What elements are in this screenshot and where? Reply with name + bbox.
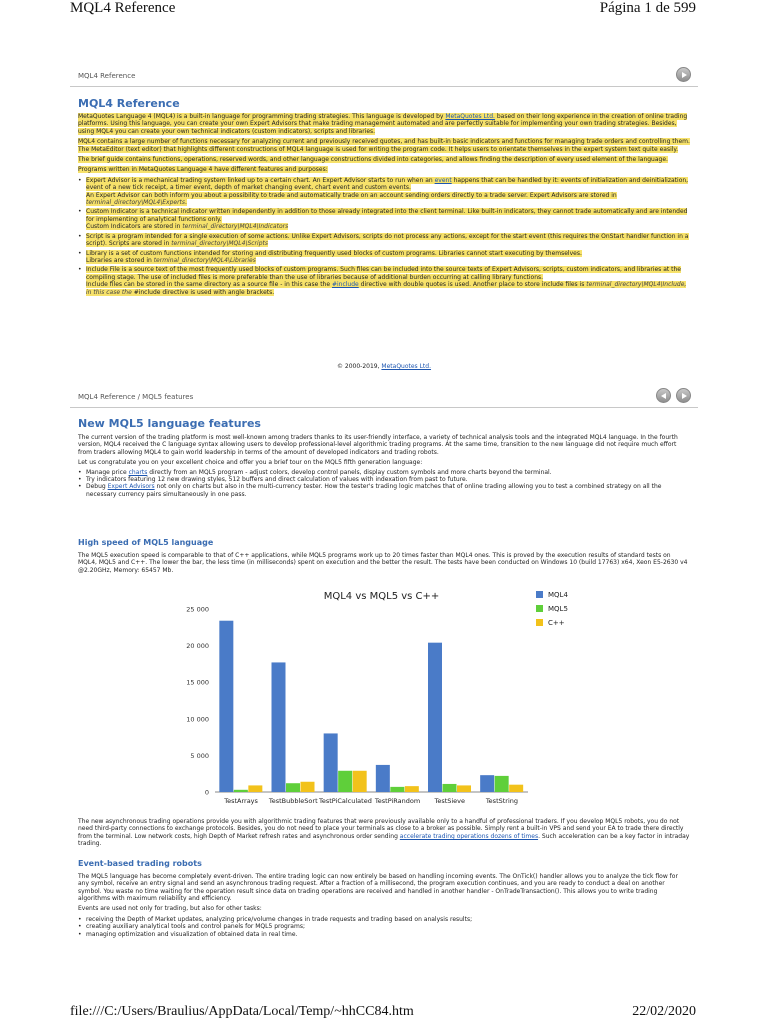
legend-swatch xyxy=(536,619,543,626)
intro-paragraph-2: MQL4 contains a large number of functions necessary for analyzing current and previously received quotes, and has built-in basic indicators and functions for managing trade orders and controlling them. The MetaEditor (text editor) that highlights different constructions of MQL4 language is used for writing the program code. It helps users to orientate themselves in the expert system text quite easily. xyxy=(78,138,690,153)
bar xyxy=(324,733,338,792)
list-item: • Debug Expert Advisors not only on charts but also in the multi-currency tester. How the tester's trading logic matches that of online trading allowing you to test a combined strategy on all the necessary currency pairs simultaneously in one pass. xyxy=(78,483,690,498)
x-tick-label: TestString xyxy=(485,797,519,805)
heading-high-speed: High speed of MQL5 language xyxy=(78,538,214,547)
x-tick-label: TestPiRandom xyxy=(374,797,421,805)
legend-label: MQL4 xyxy=(548,591,568,599)
section-title: New MQL5 language features xyxy=(78,417,261,430)
x-tick-label: TestBubbleSort xyxy=(268,797,318,805)
list-item: • creating auxiliary analytical tools and control panels for MQL5 programs; xyxy=(78,923,690,930)
bar xyxy=(219,621,233,792)
list-item: • Include File is a source text of the most frequently used blocks of custom programs. Such files can be included into the source texts of Expert Advisors, scripts, custom indicators, and libraries at the compiling stage. The use of included files is more preferable than the use of libraries because of additional burden occurring at calling library functions. Include files can be stored in the same directory as a source file - in this case the #include directive with double quotes is used. Another place to store include files is terminal_directory\MQL4\Include, in this case the #include directive is used with angle brackets. xyxy=(78,266,690,296)
bar xyxy=(272,662,286,792)
program-types-list xyxy=(78,177,690,296)
bar xyxy=(286,783,300,792)
include-link[interactable]: #include xyxy=(331,281,359,289)
y-tick-label: 25 000 xyxy=(186,605,209,614)
y-tick-label: 5 000 xyxy=(190,751,209,760)
bar xyxy=(509,785,523,792)
legend-label: MQL5 xyxy=(548,605,568,613)
breadcrumb-text: MQL4 Reference xyxy=(78,72,136,80)
chart-title: MQL4 vs MQL5 vs C++ xyxy=(323,591,440,602)
accelerate-trading-link[interactable]: accelerate trading operations dozens of times xyxy=(399,832,539,840)
paragraph: Let us congratulate you on your excellent choice and offer you a brief tour on the MQL5 fifth generation language: xyxy=(78,459,423,467)
print-header xyxy=(0,0,768,22)
heading-event-based: Event-based trading robots xyxy=(78,859,202,868)
paragraph: Events are used not only for trading, but also for other tasks: xyxy=(78,905,262,912)
print-title: MQL4 Reference xyxy=(70,0,176,16)
y-tick-label: 15 000 xyxy=(186,678,209,687)
paragraph: The new asynchronous trading operations provide you with algorithmic trading features that were previously available only to a handful of professional traders. If you develop MQL5 robots, you do not need third-party connections to exchange protocols. Besides, you do not need to place your terminals as close to a broker as possible. Simply rent a built-in VPS and send your EA to trade there directly from the terminal. Low network costs, high Depth of Market refresh rates and asynchronous order sending accelerate trading operations dozens of times. Such acceleration can be a key factor in intraday trading. xyxy=(78,818,690,848)
intro-paragraph-3: The brief guide contains functions, operations, reserved words, and other language constructions divided into categories, and allows finding the description of every used element of the language. xyxy=(78,156,668,164)
legend-label: C++ xyxy=(548,619,565,627)
bar xyxy=(353,771,367,792)
bar xyxy=(457,785,471,792)
breadcrumb xyxy=(70,64,698,87)
bar xyxy=(301,782,315,792)
breadcrumb-text: MQL4 Reference / MQL5 features xyxy=(78,393,194,401)
y-tick-label: 10 000 xyxy=(186,715,209,724)
bar xyxy=(443,784,457,792)
bar xyxy=(428,643,442,792)
bar xyxy=(376,765,390,792)
bar xyxy=(248,785,262,792)
bar xyxy=(390,787,404,792)
performance-chart xyxy=(78,583,690,823)
features-list xyxy=(78,469,690,499)
copyright: © 2000-2019, MetaQuotes Ltd. xyxy=(336,363,432,370)
topic-mql5-features xyxy=(70,385,698,965)
bar xyxy=(338,771,352,792)
event-link[interactable]: event xyxy=(434,176,452,184)
y-tick-label: 0 xyxy=(204,788,209,797)
paragraph: The MQL5 language has become completely event-driven. The entire trading logic can now entirely be based on handling incoming events. The OnTick() handler allows you to analyze the tick flow for any symbol, receive an entry signal and send an asynchronous trading request. After a fraction of a millisecond, the program execution continues, and you are ready to conduct a deal on another symbol. You waste no time waiting for the operation result since data on trading operations are received and handled in another handler - OnTradeTransaction(). This allows you to write trading algorithms with maximum reliability and efficiency. xyxy=(78,873,678,903)
print-date: 22/02/2020 xyxy=(632,1004,696,1019)
paragraph: The current version of the trading platform is most well-known among traders thanks to its user-friendly interface, a variety of technical analysis tools and the integrated MQL4 language. In the fourth version, MQL4 received the C language syntax allowing users to develop professional-level algorithmic trading programs. At the same time, transition to the new language did not require much effort from traders allowing MQL4 to gain world leadership in terms of the amount of developed indicators and trading robots. xyxy=(78,434,678,456)
file-path: file:///C:/Users/Braulius/AppData/Local/Temp/~hhCC84.htm xyxy=(70,1004,414,1019)
list-item: • Script is a program intended for a single execution of some actions. Unlike Expert Advisors, scripts do not process any actions, except for the start event (this requires the OnStart handler function in a script). Scripts are stored in terminal_directory\MQL4\Scripts xyxy=(78,233,690,248)
intro-paragraph-4: Programs written in MetaQuotes Language 4 have different features and purposes: xyxy=(78,166,328,174)
intro-paragraph-1: MetaQuotes Language 4 (MQL4) is a built-in language for programming trading strategies. This language is developed by MetaQuotes Ltd. based on their long experience in the creation of online trading platforms. Using this language, you can create your own Expert Advisors that make trading management automated and are perfectly suitable for implementing your own trading strategies. Besides, using MQL4 you can create your own technical indicators (custom indicators), scripts and libraries. xyxy=(78,113,688,135)
intro-text xyxy=(78,113,690,296)
expert-advisors-link[interactable]: Expert Advisors xyxy=(107,483,155,491)
events-list xyxy=(78,916,690,938)
list-item: • managing optimization and visualization of obtained data in real time. xyxy=(78,931,690,938)
list-item: • Library is a set of custom functions intended for storing and distributing frequently used blocks of custom programs. Libraries cannot start executing by themselves. Libraries are stored in terminal_directory\MQL4\Libraries xyxy=(78,250,690,265)
legend-swatch xyxy=(536,591,543,598)
previous-page-icon[interactable] xyxy=(656,388,671,403)
paragraph: The MQL5 execution speed is comparable to that of C++ applications, while MQL5 programs work up to 20 times faster than MQL4 ones. This is proved by the execution results of standard tests on MQL4, MQL5 and C++. The lower the bar, the less time (in milliseconds) spent on execution and the better the result. The tests have been conducted on Windows 10 (build 17763) x64, Xeon E5-2630 v4 @2.20GHz, Memory: 65457 Mb. xyxy=(78,552,688,574)
print-footer xyxy=(0,1002,768,1024)
metaquotes-link[interactable]: MetaQuotes Ltd. xyxy=(445,113,495,120)
list-item: • receiving the Depth of Market updates, analyzing price/volume changes in trade requests and trading based on analysis results; xyxy=(78,916,690,923)
print-page-number: Página 1 de 599 xyxy=(599,0,696,16)
copyright-link[interactable]: MetaQuotes Ltd. xyxy=(381,363,432,370)
list-item: • Manage price charts directly from an MQL5 program - adjust colors, develop control panels, display custom symbols and more charts beyond the terminal. xyxy=(78,469,690,476)
x-tick-label: TestArrays xyxy=(224,797,258,805)
list-item: • Try indicators featuring 12 new drawing styles, 512 buffers and direct calculation of values with indexation from past to future. xyxy=(78,476,690,483)
list-item: • Expert Advisor is a mechanical trading system linked up to a certain chart. An Expert Advisor starts to run when an event happens that can be handled by it: events of initialization and deinitialization, event of a new tick receipt, a timer event, depth of market changing event, chart event and custom events. An Expert Advisor can both inform you about a possibility to trade and automatically trade on an account sending orders directly to a trade server. Expert Advisors are stored in terminal_directory\MQL4\Experts. xyxy=(78,177,690,207)
list-item: • Custom Indicator is a technical indicator written independently in addition to those already integrated into the client terminal. Like built-in indicators, they cannot trade automatically and are intended for implementing of analytical functions only. Custom Indicators are stored in terminal_directory\MQL4\Indicators xyxy=(78,208,690,230)
next-page-icon[interactable] xyxy=(676,388,691,403)
charts-link[interactable]: charts xyxy=(128,468,148,476)
intro-text xyxy=(78,434,690,498)
events-list-wrap xyxy=(78,916,690,938)
x-tick-label: TestPiCalculated xyxy=(318,797,372,805)
legend-swatch xyxy=(536,605,543,612)
breadcrumb xyxy=(70,385,698,408)
y-tick-label: 20 000 xyxy=(186,642,209,651)
page-title: MQL4 Reference xyxy=(78,97,180,110)
bar xyxy=(234,790,248,792)
bar xyxy=(495,776,509,792)
bar xyxy=(480,775,494,792)
topic-mql4-reference xyxy=(70,64,698,374)
next-page-icon[interactable] xyxy=(676,67,691,82)
x-tick-label: TestSieve xyxy=(434,797,466,805)
bar xyxy=(405,786,419,792)
